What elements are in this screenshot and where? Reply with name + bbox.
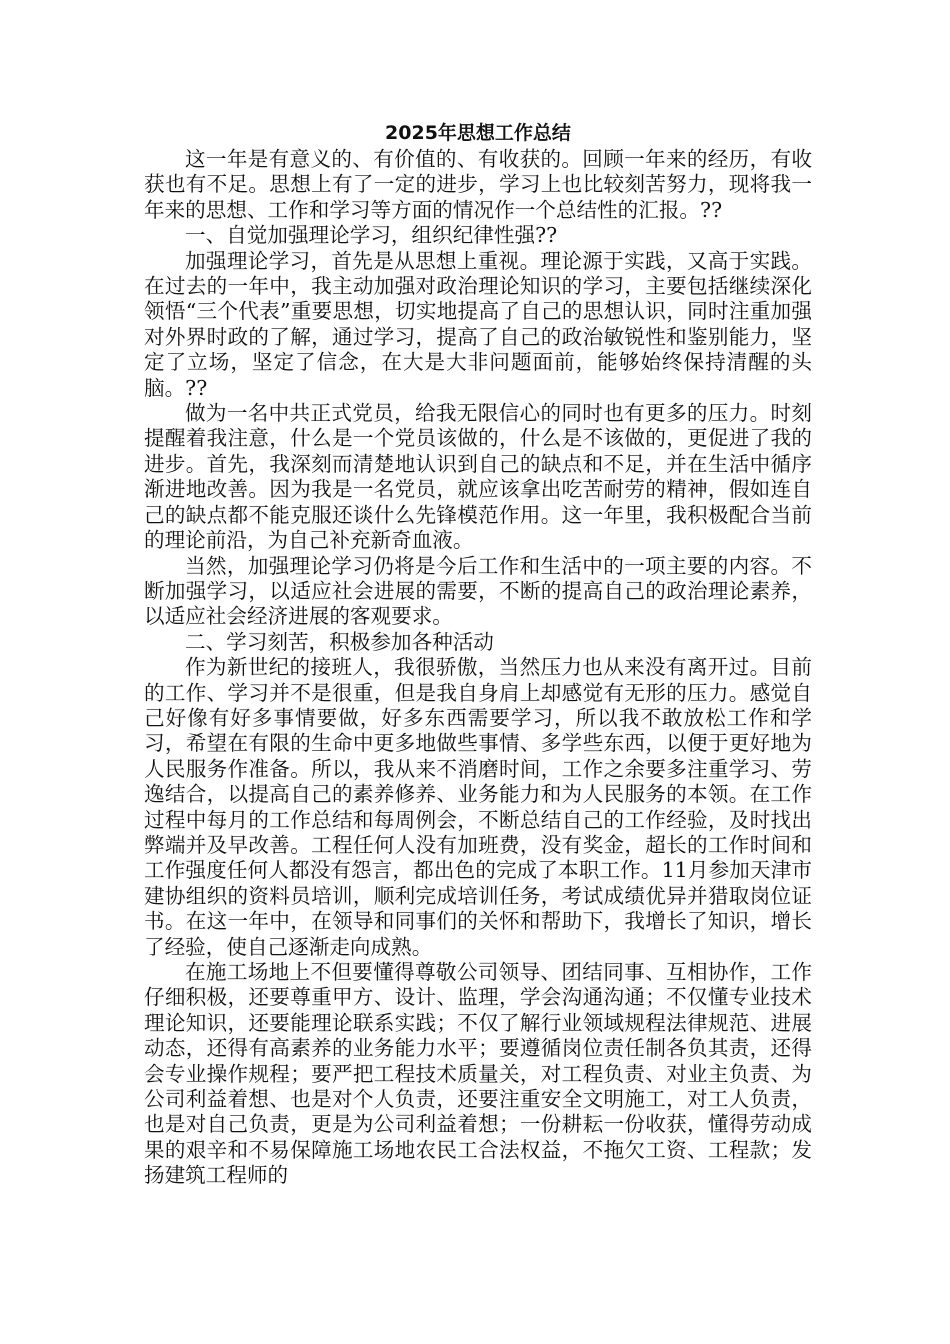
paragraph-construction-site: 在施工场地上不但要懂得尊敬公司领导、团结同事、互相协作，工作仔细积极，还要尊重甲方、设计、监理，学会沟通沟通；不仅懂专业技术理论知识，还要能理论联系实践；不仅了解行业领域规程法律规范、进展动态，还得有高素养的业务能力水平；要遵循岗位责任制各负其责，还得会专业操作规程；要严把工程技术质量关，对工程负责、对业主负责、为公司利益着想、也是对个人负责，还要注重安全文明施工，对工人负责，也是对自己负责，更是为公司利益着想；一份耕耘一份收获，懂得劳动成果的艰辛和不易保障施工场地农民工合法权益，不拖欠工资、工程款；发扬建筑工程师的 <box>144 960 812 1188</box>
section-heading-1: 一、自觉加强理论学习，组织纪律性强?? <box>185 223 558 248</box>
document-title: 2025年思想工作总结 <box>385 122 571 144</box>
paragraph-intro: 这一年是有意义的、有价值的、有收获的。回顾一年来的经历，有收获也有不足。思想上有了一定的进步，学习上也比较刻苦努力，现将我一年来的思想、工作和学习等方面的情况作一个总结性的汇报。?? <box>144 147 812 222</box>
paragraph-theory-study: 加强理论学习，首先是从思想上重视。理论源于实践，又高于实践。在过去的一年中，我主动加强对政治理论知识的学习，主要包括继续深化领悟“三个代表”重要思想，切实地提高了自己的思想认识，同时注重加强对外界时政的了解，通过学习，提高了自己的政治敏锐性和鉴别能力，坚定了立场，坚定了信念，在大是大非问题面前，能够始终保持清醒的头脑。?? <box>144 248 812 400</box>
document-page <box>144 120 812 1189</box>
section-heading-2: 二、学习刻苦，积极参加各种活动 <box>185 629 494 654</box>
paragraph-party-member: 做为一名中共正式党员，给我无限信心的同时也有更多的压力。时刻提醒着我注意，什么是一个党员该做的，什么是不该做的，更促进了我的进步。首先，我深刻而清楚地认识到自己的缺点和不足，并在生活中循序渐进地改善。因为我是一名党员，就应该拿出吃苦耐劳的精神，假如连自己的缺点都不能克服还谈什么先锋模范作用。这一年里，我积极配合当前的理论前沿，为自己补充新奇血液。 <box>144 401 812 553</box>
paragraph-continued-study: 当然，加强理论学习仍将是今后工作和生活中的一项主要的内容。不断加强学习，以适应社会进展的需要，不断的提高自己的政治理论素养，以适应社会经济进展的客观要求。 <box>144 553 812 629</box>
paragraph-work-study: 作为新世纪的接班人，我很骄傲，当然压力也从来没有离开过。目前的工作、学习并不是很重，但是我自身肩上却感觉有无形的压力。感觉自己好像有好多事情要做，好多东西需要学习，所以我不敢放松工作和学习，希望在有限的生命中更多地做些事情、多学些东西，以便于更好地为人民服务作准备。所以，我从来不消磨时间，工作之余要多注重学习、劳逸结合，以提高自己的素养修养、业务能力和为人民服务的本领。在工作过程中每月的工作总结和每周例会，不断总结自己的工作经验，及时找出弊端并及早改善。工程任何人没有加班费，没有奖金，超长的工作时间和工作强度任何人都没有怨言，都出色的完成了本职工作。11月参加天津市建协组织的资料员培训，顺利完成培训任务，考试成绩优异并猎取岗位证书。在这一年中，在领导和同事们的关怀和帮助下，我增长了知识，增长了经验，使自己逐渐走向成熟。 <box>144 655 812 959</box>
